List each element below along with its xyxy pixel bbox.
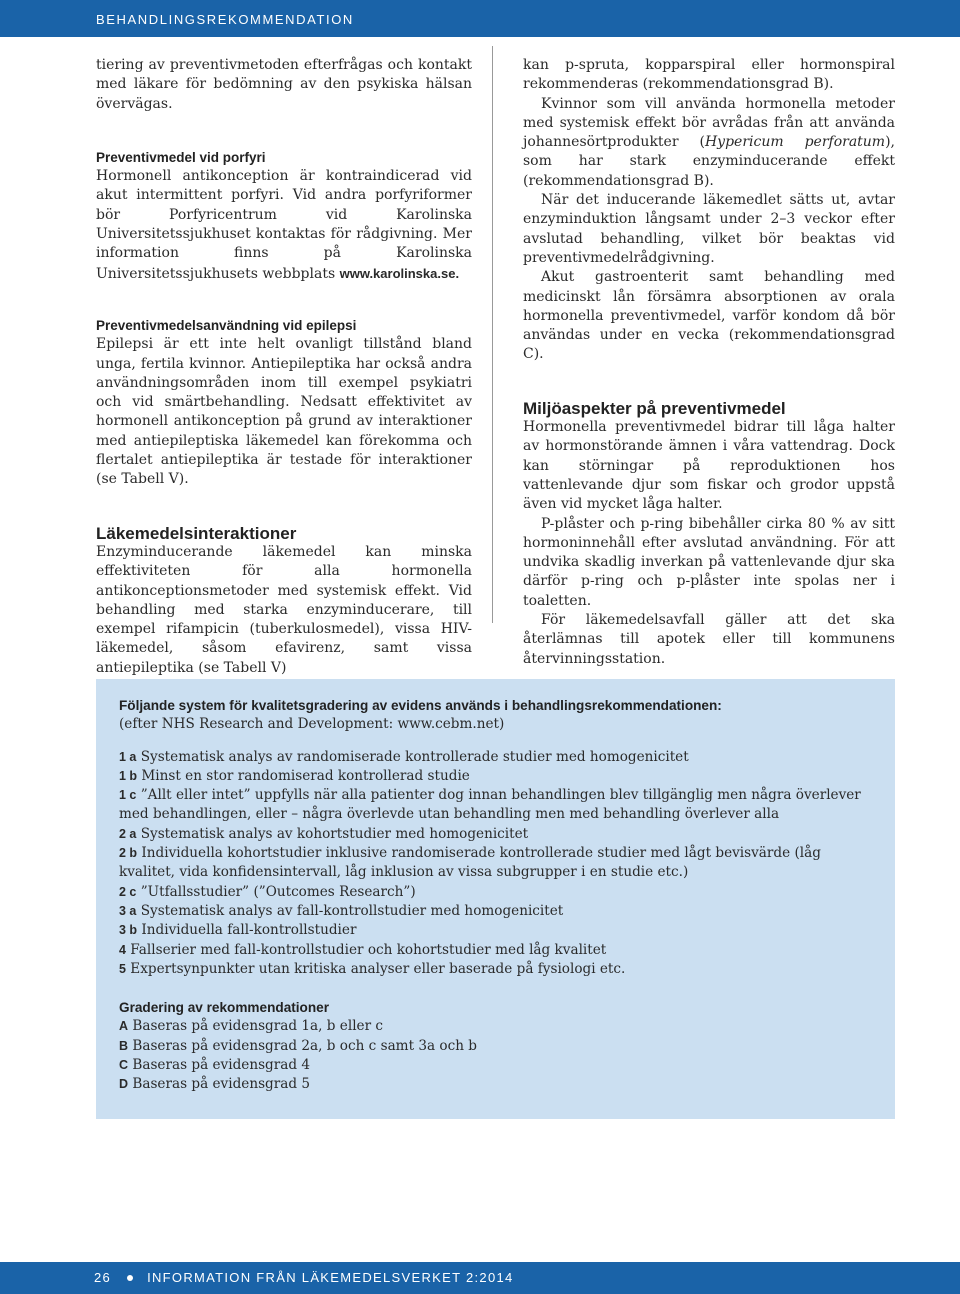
level-code: 4 bbox=[119, 942, 126, 957]
bullet-separator bbox=[127, 1275, 133, 1281]
evidence-grading-box bbox=[96, 679, 895, 1119]
grade-item bbox=[119, 1037, 879, 1056]
grade-item bbox=[119, 1017, 879, 1036]
level-code: 1 b bbox=[119, 768, 138, 783]
level-code: 3 a bbox=[119, 903, 137, 918]
section-label: BEHANDLINGSREKOMMENDATION bbox=[96, 12, 354, 27]
publication-name: INFORMATION FRÅN LÄKEMEDELSVERKET 2:2014 bbox=[147, 1270, 514, 1285]
level-text: Systematisk analys av randomiserade kontrollerade studier med homogenicitet bbox=[140, 748, 689, 765]
karolinska-link[interactable]: www.karolinska.se. bbox=[339, 265, 460, 281]
level-text: ”Utfallsstudier” (”Outcomes Research”) bbox=[140, 883, 416, 900]
grade-text: Baseras på evidensgrad 2a, b och c samt 3a och b bbox=[132, 1037, 478, 1054]
interaktioner-heading: Läkemedelsinteraktioner bbox=[96, 523, 297, 543]
miljo-paragraph-1: Hormonella preventivmedel bidrar till låga halter av hormonstörande ämnen i våra vattendrag. Dock kan störningar på reproduktionen hos vattenlevande djur som fiskar och grodor uppstå även vid mycket låga halter. bbox=[523, 419, 895, 513]
evidence-level bbox=[119, 748, 879, 767]
column-divider bbox=[492, 46, 493, 623]
grading-title: Gradering av rekommendationer bbox=[119, 1000, 330, 1016]
level-text: Fallserier med fall-kontrollstudier och kohortstudier med låg kvalitet bbox=[130, 941, 607, 958]
level-text: Systematisk analys av fall-kontrollstudier med homogenicitet bbox=[140, 902, 564, 919]
left-column bbox=[96, 56, 472, 678]
porfyri-heading: Preventivmedel vid porfyri bbox=[96, 149, 266, 165]
level-code: 2 c bbox=[119, 884, 137, 899]
grade-list bbox=[119, 1017, 879, 1094]
epilepsi-heading: Preventivmedelsanvändning vid epilepsi bbox=[96, 317, 357, 333]
hypericum-name: Hypericum perforatum bbox=[704, 134, 886, 151]
johannesort-text-a: Kvinnor som vill använda hormonella metoder med systemisk effekt bör avrådas från att använda johannesörtprodukter ( bbox=[523, 95, 895, 151]
level-code: 5 bbox=[119, 961, 126, 976]
level-code: 1 a bbox=[119, 749, 137, 764]
page-number: 26 bbox=[94, 1270, 112, 1285]
page-footer-bar bbox=[0, 1262, 960, 1294]
evidence-level bbox=[119, 786, 879, 825]
johannesort-text-b: ), som har stark enzyminducerande effekt (rekommendationsgrad B). bbox=[523, 134, 895, 189]
johannesort-paragraph bbox=[523, 95, 895, 191]
evidence-level bbox=[119, 844, 879, 883]
section-header-bar bbox=[0, 0, 960, 37]
level-code: 3 b bbox=[119, 923, 138, 938]
level-code: 1 c bbox=[119, 788, 137, 803]
miljo-heading: Miljöaspekter på preventivmedel bbox=[523, 398, 786, 418]
evidence-level bbox=[119, 825, 879, 844]
evidence-level bbox=[119, 883, 879, 902]
porfyri-text: Hormonell antikonception är kontraindicerad vid akut intermittent porfyri. Vid andra porfyriformer bör Porfyricentrum vid Karolinska Universitetssjukhuset kontaktas för rådgivning. Mer information finns på Karolinska Universitetssjukhusets webbplats bbox=[96, 168, 472, 282]
evidence-level bbox=[119, 767, 879, 786]
enzyminduktion-paragraph: När det inducerande läkemedlet sätts ut, avtar enzyminduktion långsamt under 2–3 veckor efter avslutad behandling, vilket bör beaktas vid preventivmedelrådgivning. bbox=[523, 192, 895, 266]
evidence-source: (efter NHS Research and Development: www.cebm.net) bbox=[119, 716, 505, 733]
evidence-title: Följande system för kvalitetsgradering av evidens används i behandlingsrekommendationen: bbox=[119, 698, 722, 713]
interaktioner-paragraph: Enzyminducerande läkemedel kan minska effektiviteten för alla hormonella antikonceptionsmetoder med systemisk effekt. Vid behandling med starka enzyminducerare, till exempel rifampicin (tuberkulosmedel), vissa HIV-läkemedel, såsom efavirenz, samt vissa antiepileptika (se Tabell V) bbox=[96, 543, 472, 676]
gastroenterit-paragraph: Akut gastroenterit samt behandling med medicinskt lån försämra absorptionen av orala hormonella preventivmedel, varför kondom då bör användas under en vecka (rekommendationsgrad C). bbox=[523, 269, 895, 363]
level-text: ”Allt eller intet” uppfylls när alla patienter dog innan behandlingen blev tillgänglig men några överlever med behandlingen, eller – några överlevde utan behandling men med behandling överlever alla bbox=[119, 787, 861, 823]
epilepsi-paragraph: Epilepsi är ett inte helt ovanligt tillstånd bland unga, fertila kvinnor. Antiepileptika har också andra användningsområden inom till exempel psykiatri och vid smärtbehandling. Nedsatt effektivitet av hormonell antikonception på grund av interaktioner med antiepileptiska läkemedel kan förekomma och flertalet antiepileptika är testade för interaktioner (se Tabell V). bbox=[96, 336, 472, 488]
grade-code: C bbox=[119, 1058, 129, 1073]
evidence-level bbox=[119, 941, 879, 960]
level-text: Expertsynpunkter utan kritiska analyser eller baserade på fysiologi etc. bbox=[130, 960, 626, 977]
grade-code: A bbox=[119, 1019, 129, 1034]
grade-code: B bbox=[119, 1038, 129, 1053]
evidence-level bbox=[119, 921, 879, 940]
level-text: Minst en stor randomiserad kontrollerad studie bbox=[141, 767, 470, 784]
porfyri-paragraph bbox=[96, 167, 472, 284]
spruta-paragraph: kan p-spruta, kopparspiral eller hormonspiral rekommenderas (rekommendationsgrad B). bbox=[523, 57, 895, 93]
level-code: 2 b bbox=[119, 846, 138, 861]
grade-item bbox=[119, 1075, 879, 1094]
evidence-level bbox=[119, 960, 879, 979]
miljo-paragraph-2: P-plåster och p-ring bibehåller cirka 80 % av sitt hormoninnehåll efter avslutad användning. För att undvika skadlig inverkan på vattenlevande djur ska därför p-ring och p-plåster inte spolas ner i toaletten. bbox=[523, 515, 895, 609]
grade-code: D bbox=[119, 1077, 129, 1092]
level-text: Individuella kohortstudier inklusive randomiserade kontrollerade studier med lågt bevisvärde (låg kvalitet, vida konfidensintervall, låg inklusion av vissa subgrupper i en studie etc.) bbox=[119, 845, 821, 881]
level-text: Individuella fall-kontrollstudier bbox=[141, 922, 357, 939]
intro-paragraph: tiering av preventivmetoden efterfrågas och kontakt med läkare för bedömning av den psykiska hälsan övervägas. bbox=[96, 57, 472, 112]
grade-text: Baseras på evidensgrad 1a, b eller c bbox=[132, 1018, 384, 1035]
grade-item bbox=[119, 1056, 879, 1075]
evidence-level-list bbox=[119, 748, 879, 980]
right-column bbox=[523, 56, 895, 669]
level-code: 2 a bbox=[119, 826, 137, 841]
evidence-level bbox=[119, 902, 879, 921]
miljo-paragraph-3: För läkemedelsavfall gäller att det ska återlämnas till apotek eller till kommunens återvinningsstation. bbox=[523, 612, 895, 667]
evidence-grading-content bbox=[119, 696, 879, 1095]
level-text: Systematisk analys av kohortstudier med homogenicitet bbox=[140, 825, 529, 842]
grade-text: Baseras på evidensgrad 4 bbox=[132, 1057, 311, 1074]
grade-text: Baseras på evidensgrad 5 bbox=[132, 1076, 311, 1093]
footer-text bbox=[94, 1270, 514, 1285]
